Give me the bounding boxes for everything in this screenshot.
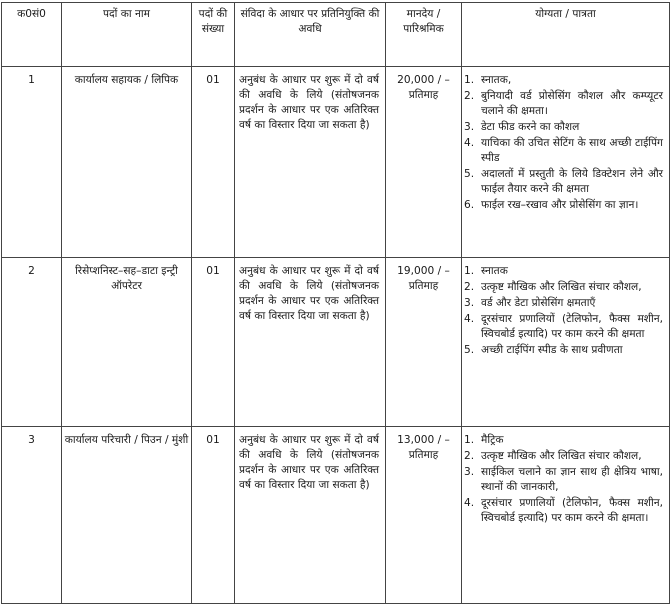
item-text: अच्छी टाईपिंग स्पीड के साथ प्रवीणता bbox=[481, 344, 623, 356]
post-name: कार्यालय परिचारी / पिउन / मुंशी bbox=[62, 427, 192, 604]
serial-number: 2 bbox=[2, 258, 62, 427]
post-count: 01 bbox=[192, 427, 235, 604]
qualification-list bbox=[462, 73, 669, 213]
list-item bbox=[464, 136, 663, 166]
remuneration: 20,000 / – प्रतिमाह bbox=[386, 67, 462, 258]
item-text: स्नातक bbox=[481, 265, 508, 277]
item-number: 2. bbox=[464, 281, 475, 293]
contract-period: अनुबंध के आधार पर शुरू में दो वर्ष की अवधि के लिये (संतोषजनक प्रदर्शन के आधार पर एक अतिरिक्त वर्ष का विस्तार दिया जा सकता है) bbox=[235, 67, 386, 258]
item-number: 4. bbox=[464, 137, 475, 149]
list-item bbox=[464, 343, 663, 358]
list-item bbox=[464, 73, 663, 88]
item-text: डेटा फीड करने का कौशल bbox=[481, 121, 580, 133]
item-text: साईकिल चलाने का ज्ञान साथ ही क्षेत्रिय भाषा, स्थानों की जानकारी, bbox=[481, 466, 663, 493]
item-number: 1. bbox=[464, 434, 475, 446]
qualification-cell bbox=[462, 427, 670, 604]
item-number: 3. bbox=[464, 121, 475, 133]
item-number: 1. bbox=[464, 265, 475, 277]
remuneration: 13,000 / – प्रतिमाह bbox=[386, 427, 462, 604]
item-text: दूरसंचार प्रणालियों (टेलिफोन, फैक्स मशीन, स्विचबोर्ड इत्यादि) पर काम करने की क्षमता। bbox=[481, 497, 663, 524]
item-number: 6. bbox=[464, 199, 475, 211]
list-item bbox=[464, 312, 663, 342]
header-qualification: योग्यता / पात्रता bbox=[462, 3, 670, 67]
list-item bbox=[464, 264, 663, 279]
header-row bbox=[2, 3, 670, 67]
item-number: 4. bbox=[464, 313, 475, 325]
list-item bbox=[464, 89, 663, 119]
item-number: 5. bbox=[464, 344, 475, 356]
post-count: 01 bbox=[192, 67, 235, 258]
qualification-cell bbox=[462, 67, 670, 258]
table-row bbox=[2, 427, 670, 604]
qualification-list bbox=[462, 433, 669, 526]
remuneration: 19,000 / – प्रतिमाह bbox=[386, 258, 462, 427]
list-item bbox=[464, 198, 663, 213]
recruitment-table bbox=[1, 2, 670, 604]
table-row bbox=[2, 258, 670, 427]
item-number: 3. bbox=[464, 297, 475, 309]
list-item bbox=[464, 167, 663, 197]
item-text: मैट्रिक bbox=[481, 434, 504, 446]
serial-number: 3 bbox=[2, 427, 62, 604]
header-pay: मानदेय / पारिश्रमिक bbox=[386, 3, 462, 67]
item-number: 2. bbox=[464, 450, 475, 462]
item-number: 5. bbox=[464, 168, 475, 180]
header-count: पदों की संख्या bbox=[192, 3, 235, 67]
item-number: 3. bbox=[464, 466, 475, 478]
item-text: बुनियादी वर्ड प्रोसेसिंग कौशल और कम्प्यूटर चलाने की क्षमता। bbox=[481, 90, 663, 117]
list-item bbox=[464, 280, 663, 295]
item-text: उत्कृष्ट मौखिक और लिखित संचार कौशल, bbox=[481, 281, 642, 293]
list-item bbox=[464, 465, 663, 495]
list-item bbox=[464, 449, 663, 464]
header-sno: क0सं0 bbox=[2, 3, 62, 67]
table-row bbox=[2, 67, 670, 258]
header-period: संविदा के आधार पर प्रतिनियुक्ति की अवधि bbox=[235, 3, 386, 67]
item-text: अदालतों में प्रस्तुती के लिये डिक्टेशन लेने और फाईल तैयार करने की क्षमता bbox=[481, 168, 663, 195]
contract-period: अनुबंध के आधार पर शुरू में दो वर्ष की अवधि के लिये (संतोषजनक प्रदर्शन के आधार पर एक अतिरिक्त वर्ष का विस्तार दिया जा सकता है) bbox=[235, 427, 386, 604]
item-text: स्नातक, bbox=[481, 74, 512, 86]
item-text: दूरसंचार प्रणालियों (टेलिफोन, फैक्स मशीन, स्विचबोर्ड इत्यादि) पर काम करने की क्षमता bbox=[481, 313, 663, 340]
item-number: 4. bbox=[464, 497, 475, 509]
contract-period: अनुबंध के आधार पर शुरू में दो वर्ष की अवधि के लिये (संतोषजनक प्रदर्शन के आधार पर एक अतिरिक्त वर्ष का विस्तार दिया जा सकता है) bbox=[235, 258, 386, 427]
item-number: 1. bbox=[464, 74, 475, 86]
qualification-cell bbox=[462, 258, 670, 427]
qualification-list bbox=[462, 264, 669, 358]
item-text: वर्ड और डेटा प्रोसेसिंग क्षमताएँ bbox=[481, 297, 596, 309]
list-item bbox=[464, 296, 663, 311]
serial-number: 1 bbox=[2, 67, 62, 258]
item-text: याचिका की उचित सेटिंग के साथ अच्छी टाईपिंग स्पीड bbox=[481, 137, 663, 164]
post-count: 01 bbox=[192, 258, 235, 427]
list-item bbox=[464, 496, 663, 526]
item-text: फाईल रख–रखाव और प्रोसेसिंग का ज्ञान। bbox=[481, 199, 639, 211]
list-item bbox=[464, 120, 663, 135]
header-post: पदों का नाम bbox=[62, 3, 192, 67]
post-name: रिसेप्शनिस्ट–सह–डाटा इन्ट्री ऑपरेटर bbox=[62, 258, 192, 427]
list-item bbox=[464, 433, 663, 448]
item-number: 2. bbox=[464, 90, 475, 102]
post-name: कार्यालय सहायक / लिपिक bbox=[62, 67, 192, 258]
item-text: उत्कृष्ट मौखिक और लिखित संचार कौशल, bbox=[481, 450, 642, 462]
